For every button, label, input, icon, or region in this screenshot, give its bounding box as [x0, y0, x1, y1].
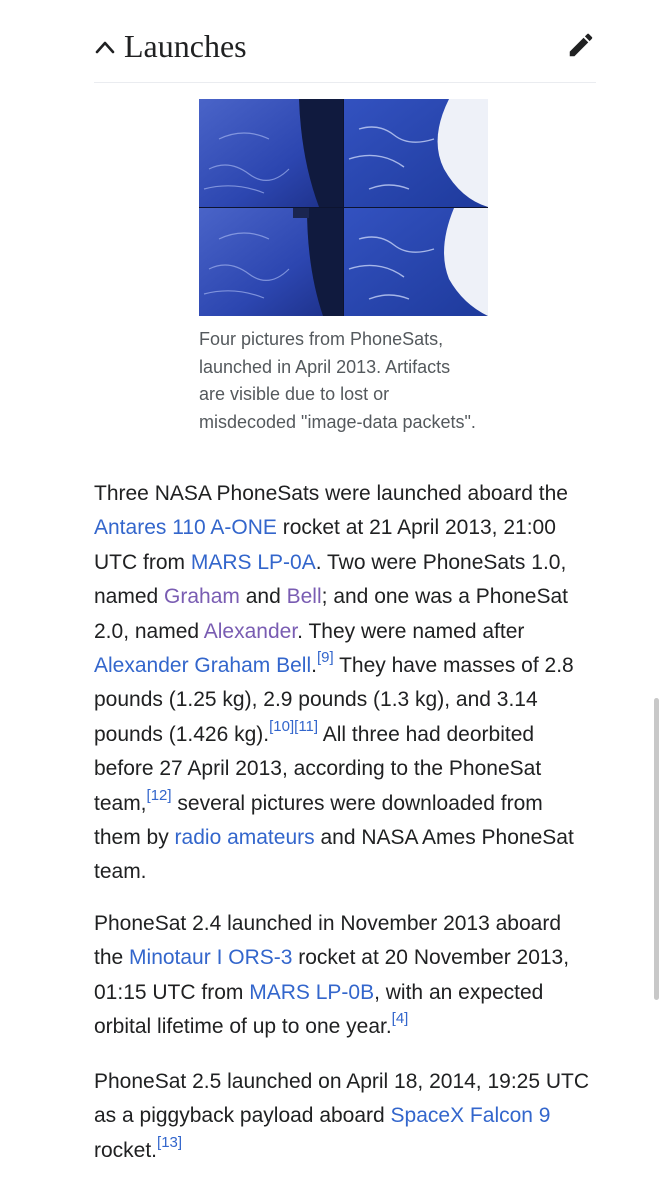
ref-13[interactable]: [13] [157, 1133, 183, 1151]
figure [199, 99, 488, 436]
text: PhoneSat 2.4 launched in November 2013 aboard the [94, 912, 562, 970]
link-radio-amateurs[interactable]: radio amateurs [174, 826, 315, 850]
text: several pictures were downloaded from them by [94, 791, 543, 850]
phonesat-pictures-image[interactable] [199, 99, 488, 316]
text: rocket. [94, 1138, 158, 1162]
text: . Two were PhoneSats 1.0, named [94, 550, 567, 609]
ref-11[interactable]: [11] [294, 717, 319, 735]
text: Three NASA PhoneSats were launched aboard the [94, 482, 568, 505]
scrollbar[interactable] [654, 698, 659, 1000]
ref-10[interactable]: [10] [269, 717, 295, 735]
text: and NASA Ames PhoneSat team. [94, 826, 574, 884]
link-falcon-9[interactable]: SpaceX Falcon 9 [390, 1104, 551, 1128]
link-graham[interactable]: Graham [164, 585, 240, 609]
link-antares[interactable]: Antares 110 A-ONE [94, 516, 277, 540]
text: . [311, 654, 317, 678]
text: PhoneSat 2.5 launched on April 18, 2014, 19:25 UTC as a piggyback payload aboard [94, 1070, 590, 1128]
text: ; and one was a PhoneSat 2.0, named [94, 585, 569, 643]
link-alexander-graham-bell[interactable]: Alexander Graham Bell [94, 654, 312, 678]
text: rocket at 20 November 2013, 01:15 UTC from [94, 946, 570, 1004]
figure-caption: Four pictures from PhoneSats, launched in April 2013. Artifacts are visible due to lost or misdecoded "image-data packets". [199, 329, 476, 432]
text: . They were named after [297, 619, 525, 643]
link-bell[interactable]: Bell [286, 585, 322, 609]
text: rocket at 21 April 2013, 21:00 UTC from [94, 516, 556, 574]
ref-9[interactable]: [9] [316, 649, 334, 667]
paragraph-1 [94, 477, 594, 890]
link-mars-lp-0a[interactable]: MARS LP-0A [190, 550, 316, 574]
link-alexander[interactable]: Alexander [203, 619, 298, 643]
text: All three had deorbited before 27 April 2013, according to the PhoneSat team, [94, 722, 542, 815]
link-mars-lp-0b[interactable]: MARS LP-0B [249, 980, 375, 1004]
ref-4[interactable]: [4] [391, 1010, 409, 1028]
link-minotaur[interactable]: Minotaur I ORS-3 [129, 946, 293, 970]
text: and [239, 585, 287, 609]
chevron-up-icon[interactable] [94, 38, 116, 56]
section-title: Launches [124, 28, 247, 64]
section-header[interactable] [94, 18, 596, 83]
pencil-icon[interactable] [566, 30, 596, 60]
paragraph-3 [94, 1065, 594, 1168]
ref-12[interactable]: [12] [146, 786, 172, 804]
paragraph-2 [94, 907, 594, 1045]
text: They have masses of 2.8 pounds (1.25 kg), 2.9 pounds (1.3 kg), and 3.14 pounds (1.426 kg). [94, 654, 574, 746]
text: , with an expected orbital lifetime of up to one year. [94, 980, 544, 1039]
